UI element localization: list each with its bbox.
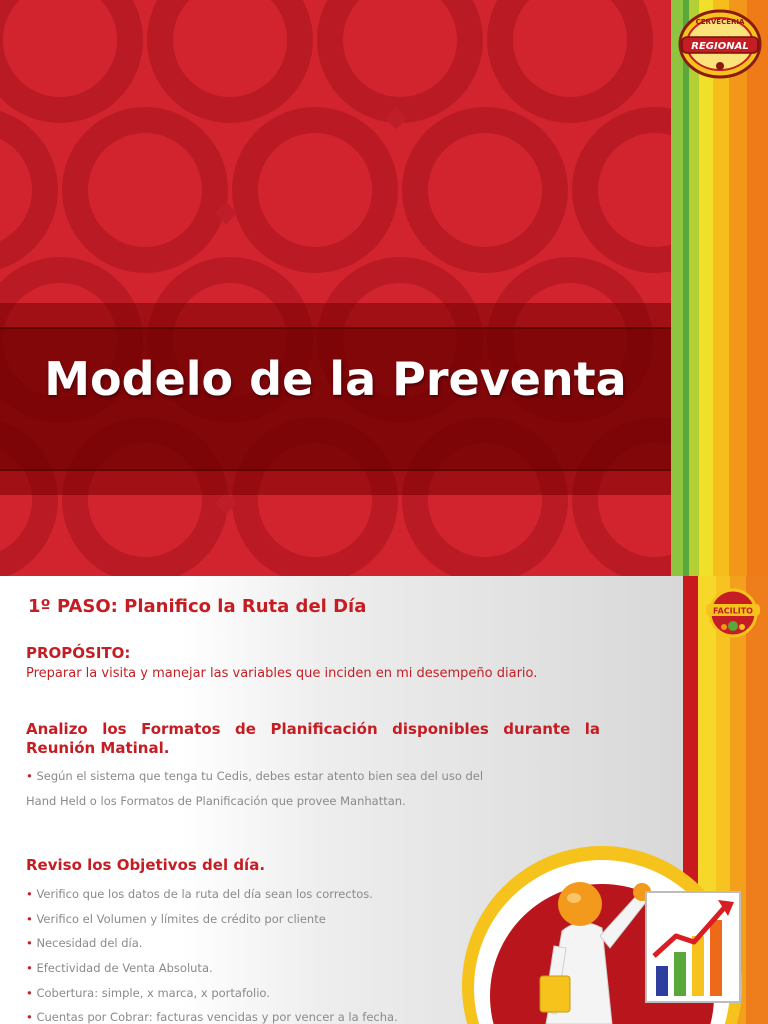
objectives-list: [26, 887, 398, 1024]
regional-logo-top: CERVECERIA: [695, 18, 745, 26]
facilito-logo-icon: [704, 586, 762, 638]
purpose-text: Preparar la visita y manejar las variables que inciden en mi desempeño diario.: [26, 666, 538, 681]
list-item: • Verifico el Volumen y límites de crédito por cliente: [26, 911, 326, 926]
list-item: • Efectividad de Venta Absoluta.: [26, 961, 213, 976]
analyze-line-1: • Según el sistema que tenga tu Cedis, debes estar atento bien sea del uso del: [26, 769, 484, 783]
presenter-illustration: [462, 836, 768, 1024]
list-item: • Necesidad del día.: [26, 936, 143, 951]
purpose-heading: PROPÓSITO:: [26, 644, 131, 662]
content-slide: [0, 576, 768, 1024]
review-heading: Reviso los Objetivos del día.: [26, 856, 266, 874]
list-item: • Cuentas por Cobrar: facturas vencidas y por vencer a la fecha.: [26, 1010, 398, 1024]
regional-logo-main: REGIONAL: [691, 41, 749, 52]
growth-chart-icon: [646, 892, 740, 1002]
step-title: 1º PASO: Planifico la Ruta del Día: [28, 596, 367, 617]
regional-logo-icon: [676, 8, 764, 80]
list-item: • Verifico que los datos de la ruta del día sean los correctos.: [26, 887, 373, 901]
color-stripes: [671, 0, 768, 576]
analyze-heading: Analizo los Formatos de Planificación disponibles durante la Reunión Matinal.: [26, 720, 600, 757]
list-item: • Cobertura: simple, x marca, x portafolio.: [26, 985, 270, 1000]
facilito-logo-text: FACILITO: [713, 606, 753, 616]
analyze-line-2: Hand Held o los Formatos de Planificación que provee Manhattan.: [26, 794, 406, 808]
slide-title: Modelo de la Preventa: [44, 352, 627, 406]
